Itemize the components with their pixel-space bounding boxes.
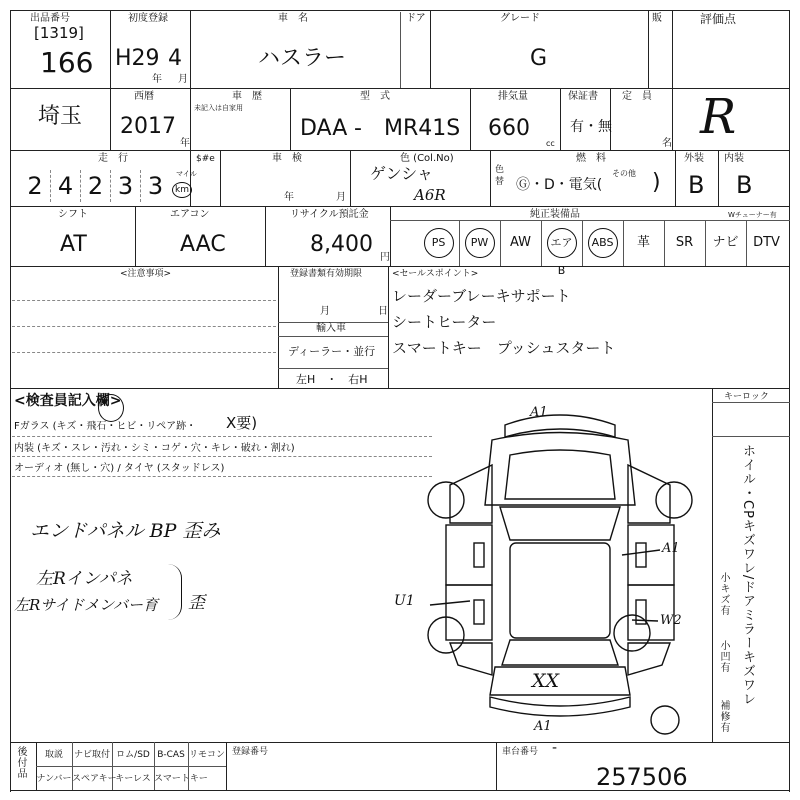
reg-day-unit: 日 (378, 306, 388, 317)
handwritten-bracket (168, 564, 182, 620)
western-year: 2017 (120, 114, 176, 139)
rule-row1 (10, 88, 790, 89)
marker-line-wheel (632, 620, 658, 621)
rule (278, 266, 279, 388)
cc-unit: cc (546, 139, 555, 148)
mileage-digits (20, 170, 170, 202)
diagram-mark-left: U1 (394, 593, 415, 609)
equipment-label: DTV (753, 235, 780, 250)
rule-row4 (10, 266, 790, 267)
person-unit: 名 (662, 138, 672, 149)
rule-notes (10, 388, 790, 389)
rule (623, 220, 624, 266)
footer-option: キーレス (115, 774, 151, 784)
equipment-label: PW (465, 228, 495, 258)
equipment-item (541, 226, 582, 277)
car-diagram (410, 395, 710, 740)
side-sub-2: 小凹有 (718, 640, 729, 673)
frame-right (789, 10, 790, 792)
diagram-mark-rear-gate: XX (532, 670, 560, 692)
rule (36, 766, 226, 767)
model-prefix: DAA (300, 116, 348, 141)
rule (672, 10, 673, 150)
sales-label: 販 (652, 13, 662, 24)
recycle-label: リサイクル預託金 (290, 209, 369, 220)
after-label: 後付品 (15, 746, 26, 779)
equipment-label: AW (509, 235, 532, 250)
diagram-mark-front: A1 (530, 405, 548, 420)
rule (12, 326, 276, 327)
frame-left (10, 10, 11, 792)
mileage-digit: 3 (140, 170, 170, 202)
equipment-label: 純正装備品 (530, 209, 580, 220)
diagram-mark-wheel: W2 (660, 613, 682, 628)
color-change-label: 色替 (495, 165, 505, 187)
km-unit: km (175, 185, 189, 195)
rule (470, 88, 471, 150)
rule-row3 (10, 206, 790, 207)
rule (459, 220, 460, 266)
chassis-label: 車台番号 (502, 747, 539, 757)
footer-option: ロム/SD (116, 750, 150, 760)
mileage-digit: 2 (80, 170, 110, 202)
ac-label: エアコン (170, 209, 210, 220)
car-name: ハスラー (258, 46, 347, 71)
hood (485, 433, 635, 506)
marker-line-left (430, 601, 470, 605)
equipment-label: エアB (547, 228, 577, 258)
rule (220, 150, 221, 206)
rule (400, 12, 401, 88)
rule (278, 336, 388, 337)
rule (190, 150, 191, 206)
rule (746, 220, 747, 266)
audio-line: オーディオ (無し・穴) / タイヤ (スタッドレス) (14, 463, 225, 474)
history-label: 車 歴 (232, 91, 262, 102)
equipment-label: ABS (588, 228, 618, 258)
equipment-item (500, 226, 541, 260)
rule (12, 300, 276, 301)
left-handle-slot (474, 600, 484, 624)
equipment-item (664, 226, 705, 260)
equipment-item (418, 226, 459, 260)
options-vertical: ホイル・CPキズワレ/ドアミラーキズワレ (740, 444, 755, 707)
windshield-mark: X要) (226, 414, 258, 432)
left-rear-fender (450, 643, 492, 675)
year-unit-2: 年 (180, 138, 190, 149)
grade-label: グレード (500, 13, 540, 24)
sales-point-2: シートヒーター (392, 313, 497, 331)
first-reg-label: 初度登録 (128, 13, 168, 24)
rule (718, 150, 719, 206)
handwritten-note-1: エンドパネル BP 歪み (30, 520, 221, 542)
region: 埼玉 (38, 104, 83, 129)
rule (12, 352, 276, 353)
windshield-line: Fガラス (キズ・飛石・ヒビ・リペア跡・ (14, 421, 197, 432)
rule (582, 220, 583, 266)
footer-option: スマートキー (154, 774, 208, 784)
left-rear-door (446, 585, 492, 640)
rule-footer (10, 742, 790, 743)
interior-line: 内装 (キズ・スレ・汚れ・シミ・コゲ・穴・キレ・破れ・割れ) (14, 443, 295, 454)
mile-unit: マイル (176, 170, 197, 178)
model-label: 型 式 (360, 91, 390, 102)
capacity-label: 定 員 (622, 91, 652, 102)
month-unit: 月 (178, 74, 188, 85)
footer-option: リモコン (188, 750, 225, 760)
rule (675, 150, 676, 206)
footer-option: ナンバー (36, 774, 72, 784)
equipment-label: ナビ (712, 235, 739, 250)
chassis-dash: - (552, 740, 558, 756)
shift: AT (60, 232, 87, 257)
equipment-item (746, 226, 787, 260)
reg-number-label: 登録番号 (232, 747, 269, 757)
rule (110, 88, 111, 150)
left-front-door (446, 525, 492, 585)
rule (12, 436, 432, 437)
import-label: 輸入車 (316, 323, 346, 334)
lot-bracket: [1319] (34, 24, 84, 42)
color-label: 色 (Col.No) (400, 153, 454, 164)
warranty-label: 保証書 (568, 91, 598, 102)
rule (190, 10, 191, 88)
history-note: 未記入は自家用 (194, 104, 243, 112)
fuel-close: ) (652, 170, 661, 195)
import-value: ディーラー・並行 (288, 345, 376, 358)
rule (135, 206, 136, 266)
handwritten-note-2: 左Rインパネ (36, 569, 133, 589)
rule (190, 88, 191, 150)
exterior: B (688, 171, 705, 199)
shift-label: シフト (58, 209, 88, 220)
tuner-label: Wチューナー有 (728, 211, 777, 219)
lot-label: 出品番号 (30, 13, 70, 24)
interior: B (736, 171, 753, 199)
sales-point-1: レーダーブレーキサポート (392, 287, 571, 305)
rear-window (502, 640, 618, 665)
door-label: ドア (406, 13, 426, 24)
footer-option: ナビ取付 (73, 750, 110, 760)
score-label: 評価点 (700, 12, 737, 26)
rule (265, 206, 266, 266)
handwritten-note-3: 左Rサイドメンバー育 (14, 596, 159, 614)
score: R (700, 89, 737, 145)
rule (500, 220, 501, 266)
yen-unit: 円 (380, 252, 390, 263)
inspection-label: 車 検 (272, 153, 302, 164)
caution-label: <注意事項> (120, 269, 172, 279)
rule (290, 88, 291, 150)
mileage-label: 走 行 (98, 153, 128, 164)
rule (496, 742, 497, 790)
diagram-mark-right-door: A1 (662, 541, 680, 556)
wheel-front-left (428, 482, 464, 518)
exterior-label: 外装 (684, 153, 704, 164)
western-label: 西暦 (134, 91, 154, 102)
year-unit: 年 (152, 74, 162, 85)
chassis-number: 257506 (596, 763, 688, 791)
rule-row2 (10, 150, 790, 151)
rule (350, 150, 351, 206)
interior-label: 内装 (724, 153, 744, 164)
rule (110, 10, 111, 88)
model-dash: - (354, 116, 362, 141)
sales-point-3: スマートキー プッシュスタート (392, 339, 616, 357)
diagram-mark-rear: A1 (534, 719, 552, 734)
reg-expiry-label: 登録書類有効期限 (290, 269, 363, 279)
color: ゲンシャ (370, 164, 433, 183)
right-mirror-slot (636, 543, 646, 567)
car-name-label: 車 名 (278, 13, 308, 24)
mileage-digit: 2 (27, 172, 43, 200)
inspection-month-unit: 月 (336, 192, 346, 203)
km-unit-circled (172, 182, 192, 198)
mileage-digit: 3 (110, 170, 140, 202)
handwritten-circle (98, 394, 124, 422)
sub-label: $#e (196, 154, 215, 164)
rule (226, 742, 227, 790)
side-sub-1: 小キズ有 (718, 572, 729, 616)
equipment-item (582, 226, 623, 260)
warranty: 有・無 (570, 119, 612, 135)
rule (12, 456, 432, 457)
footer-option: 取説 (44, 750, 63, 760)
steering: 左H ・ 右H (296, 373, 368, 386)
fuel-other: その他 (612, 169, 636, 178)
side-sub-3: 補修有 (718, 700, 729, 733)
equipment-item (459, 226, 500, 260)
inspector-title: <検査員記入欄> (14, 393, 122, 409)
lot-number: 166 (40, 46, 94, 79)
rear-bumper (490, 697, 630, 716)
color-code: A6R (414, 186, 446, 204)
recycle: 8,400 (310, 232, 373, 257)
rule (430, 10, 431, 88)
displacement-label: 排気量 (498, 91, 528, 102)
hood-panel (505, 450, 615, 499)
rule (560, 88, 561, 150)
equipment-item (705, 226, 746, 260)
equipment-label: PS (424, 228, 454, 258)
sales-point-label: <セールスポイント> (392, 269, 479, 279)
footer-option: スペアキー (72, 774, 117, 784)
equipment-label: 革 (636, 235, 650, 250)
rule (712, 388, 713, 742)
rule (12, 476, 432, 477)
rule (712, 436, 790, 437)
rule (541, 220, 542, 266)
right-rear-fender (628, 643, 670, 675)
rule (664, 220, 665, 266)
wheel-front-right (656, 482, 692, 518)
footer-option: B-CAS (157, 750, 185, 760)
front-bumper (505, 415, 615, 437)
mileage-digit: 4 (50, 170, 80, 202)
rule (705, 220, 706, 266)
left-mirror-slot (474, 543, 484, 567)
key-lock: キーロック (724, 392, 769, 402)
spare-wheel (651, 706, 679, 734)
displacement: 660 (488, 116, 530, 141)
rule (648, 10, 649, 88)
handwritten-note-4: 歪 (188, 593, 205, 613)
equipment-item (623, 226, 664, 260)
rule (278, 368, 388, 369)
reg-month-unit: 月 (320, 306, 330, 317)
rule (388, 266, 389, 388)
first-reg-era: H29 (115, 46, 160, 71)
fuel-options: Ⓖ・D・電気( (516, 177, 603, 193)
fuel-label: 燃 料 (576, 153, 606, 164)
rear-gate (490, 667, 630, 695)
rule (490, 150, 491, 206)
frame-top (10, 10, 790, 11)
rule (390, 206, 391, 266)
equipment-label: SR (675, 235, 694, 250)
grade: G (530, 46, 548, 71)
rule (390, 220, 790, 221)
model-code: MR41S (384, 116, 461, 141)
windshield (500, 507, 620, 540)
inspection-year-unit: 年 (284, 192, 294, 203)
ac: AAC (180, 232, 226, 257)
roof (510, 543, 610, 638)
first-reg-month: 4 (168, 46, 182, 71)
